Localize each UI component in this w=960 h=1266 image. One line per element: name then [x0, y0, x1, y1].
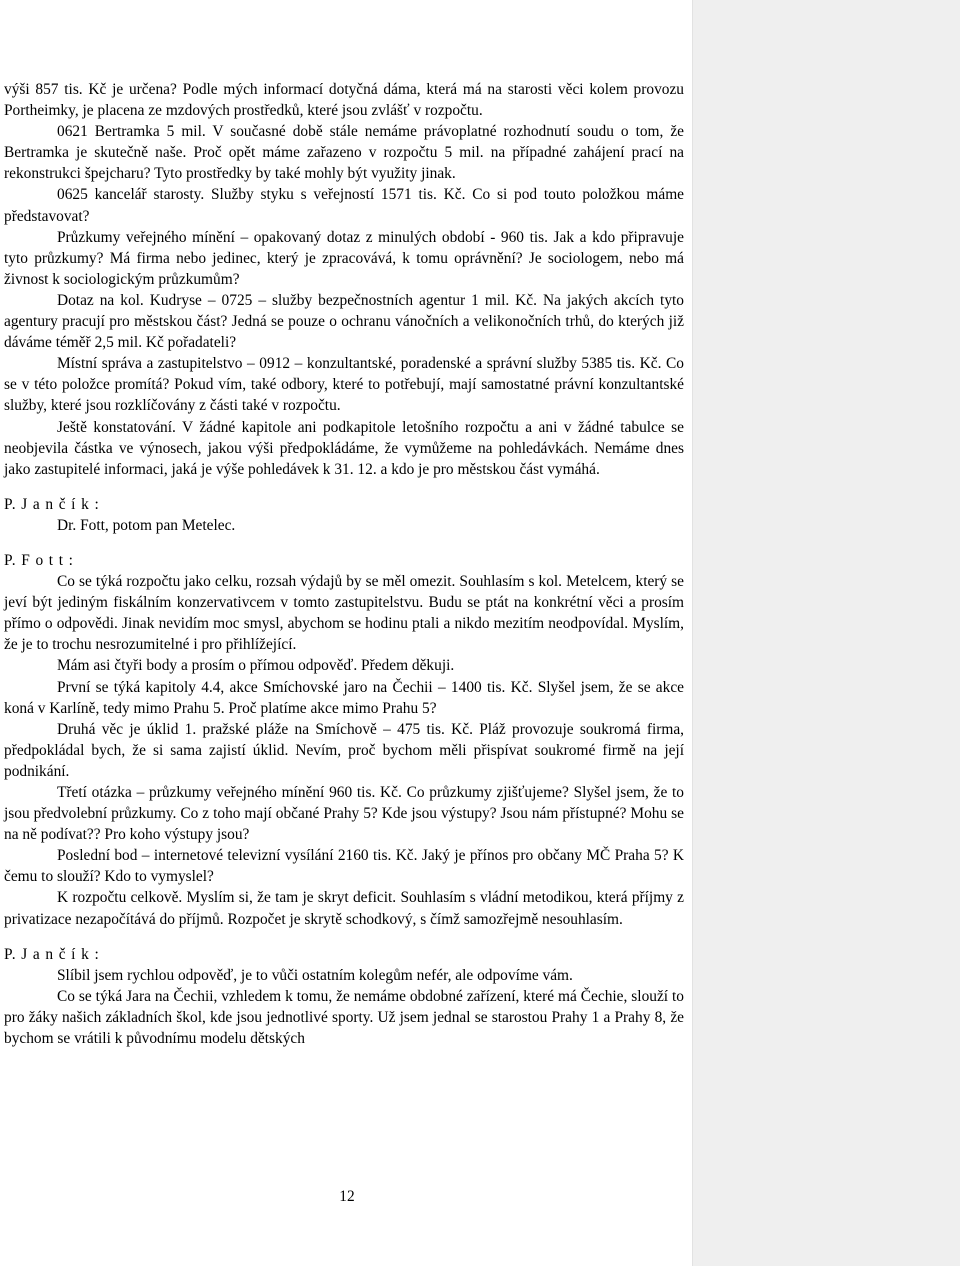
paragraph: Dotaz na kol. Kudryse – 0725 – služby bezpečnostních agentur 1 mil. Kč. Na jakých akcích tyto agentury pracují pro městskou část? Jedná se pouze o ochranu vánočních a velikonočních trhů, do kterých již dáváme téměř 2,5 mil. Kč pořadateli?	[4, 291, 684, 352]
paragraph: Co se týká rozpočtu jako celku, rozsah výdajů by se měl omezit. Souhlasím s kol. Metelcem, který se jeví být jediným fiskálním konzervativcem v tomto zastupitelstvu. Budu se ptát na konkrétní věci a prosím přímo o odpovědi. Jinak nevidím moc smysl, abychom se hodinu ptali a nikdo mezitím neodpovídal. Myslím, že je to trochu nesrozumitelné i pro přihlížející.	[4, 573, 684, 654]
body-text	[4, 79, 684, 1049]
paragraph: První se týká kapitoly 4.4, akce Smíchovské jaro na Čechii – 1400 tis. Kč. Slyšel jsem, že se akce koná v Karlíně, tedy mimo Prahu 5. Proč platíme akce mimo Prahu 5?	[4, 678, 684, 717]
speaker-label: P. F o t t :	[4, 551, 74, 569]
paragraph: Druhá věc je úklid 1. pražské pláže na Smíchově – 475 tis. Kč. Pláž provozuje soukromá firma, předpokládal bych, že si sama zajistí úklid. Nevím, proč bychom měli přispívat soukromé firmě na její podnikání.	[4, 720, 684, 780]
paragraph: Slíbil jsem rychlou odpověď, je to vůči ostatním kolegům nefér, ale odpovíme vám.	[57, 966, 573, 984]
paragraph: 0625 kancelář starosty. Služby styku s veřejností 1571 tis. Kč. Co si pod touto položkou máme představovat?	[4, 186, 684, 225]
paragraph: Ještě konstatování. V žádné kapitole ani podkapitole letošního rozpočtu a ani v žádné tabulce se neobjevila částka ve výnosech, jakou výši předpokládáme, že vymůžeme na pohledávkách. Nemáme dnes jako zastupitelé informaci, jaká je výše pohledávek k 31. 12. a kdo je pro městskou část vymáhá.	[4, 418, 684, 478]
comment-margin	[692, 0, 960, 1266]
speaker-label: P. J a n č í k :	[4, 495, 100, 513]
page-number: 12	[339, 1188, 355, 1205]
paragraph: Mám asi čtyři body a prosím o přímou odpověď. Předem děkuji.	[57, 657, 455, 675]
paragraph: Co se týká Jara na Čechii, vzhledem k tomu, že nemáme obdobné zařízení, které má Čechie, slouží to pro žáky našich základních škol, kde jsou jednotlivé sporty. Už jsem jednal se starostou Prahy 1 a Prahy 8, že bychom se vrátili k původnímu modelu dětských	[4, 987, 684, 1048]
paragraph: Průzkumy veřejného mínění – opakovaný dotaz z minulých období - 960 tis. Jak a kdo připravuje tyto průzkumy? Má firma nebo jedinec, který je zpracovává, k tomu oprávnění? Je sociologem, nebo má živnost k sociologickým průzkumům?	[4, 228, 684, 288]
speaker-label: P. J a n č í k :	[4, 945, 100, 963]
paragraph: Poslední bod – internetové televizní vysílání 2160 tis. Kč. Jaký je přínos pro občany MČ Praha 5? K čemu to slouží? Kdo to vymyslel?	[4, 847, 684, 886]
paragraph: Místní správa a zastupitelstvo – 0912 – konzultantské, poradenské a správní služby 5385 tis. Kč. Co se v této položce promítá? Pokud vím, také odbory, které to potřebují, mají samostatné právní konzultantské služby, které jsou rozklíčovány z části také v rozpočtu.	[4, 355, 684, 415]
paragraph: Třetí otázka – průzkumy veřejného mínění 960 tis. Kč. Co průzkumy zjišťujeme? Slyšel jsem, že to jsou předvolební průzkumy. Co z toho mají občané Prahy 5? Kde jsou výstupy? Jsou nám přístupné? Mohu se na ně podívat?? Pro koho výstupy jsou?	[4, 784, 684, 844]
paragraph: Dr. Fott, potom pan Metelec.	[57, 516, 236, 534]
paragraph: K rozpočtu celkově. Myslím si, že tam je skryt deficit. Souhlasím s vládní metodikou, která příjmy z privatizace nezapočítává do příjmů. Rozpočet je skrytě schodkový, s čímž samozřejmě nesouhlasím.	[4, 889, 684, 928]
paragraph: 0621 Bertramka 5 mil. V současné době stále nemáme právoplatné rozhodnutí soudu o tom, že Bertramka je skutečně naše. Proč opět máme zařazeno v rozpočtu 5 mil. na případné zahájení prací na rekonstrukci špejcharu? Tyto prostředky by také mohly být využity jinak.	[4, 123, 684, 183]
paragraph: výši 857 tis. Kč je určena? Podle mých informací dotyčná dáma, která má na starosti věci kolem provozu Portheimky, je placena ze mzdových prostředků, které jsou zvlášť v rozpočtu.	[4, 81, 684, 120]
